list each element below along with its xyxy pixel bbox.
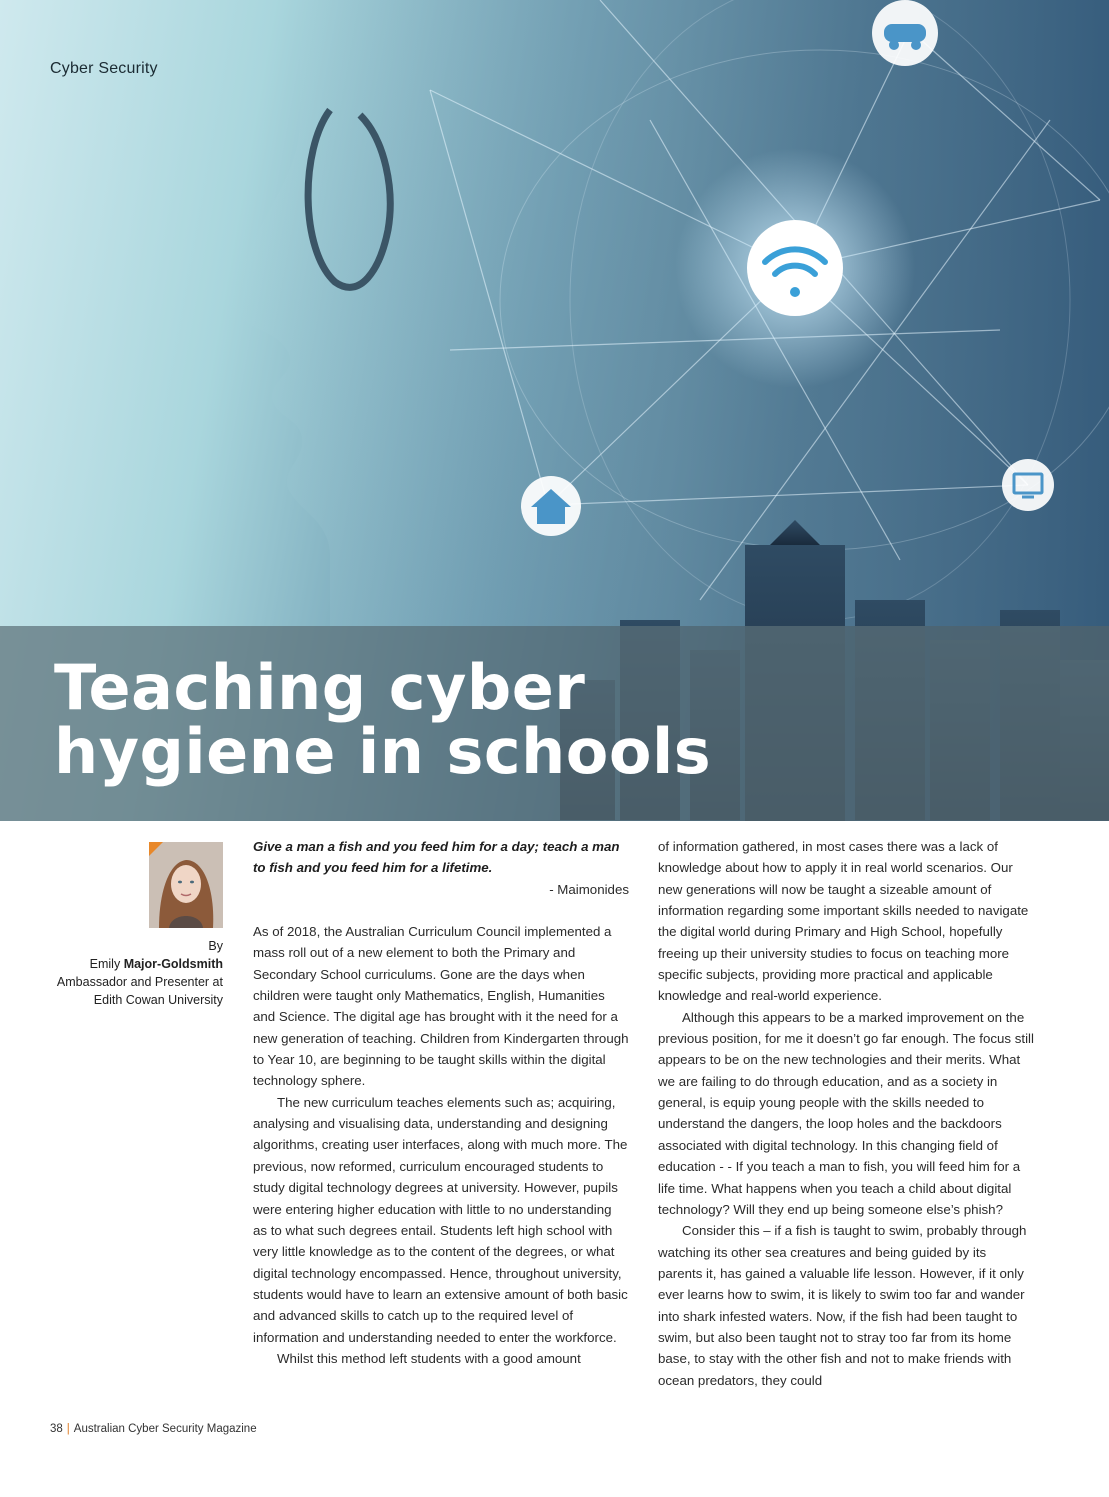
article-title [54,651,712,788]
body-paragraph-3-start: Whilst this method left students with a good amount [277,1350,581,1366]
publication-name: Australian Cyber Security Magazine [73,1423,257,1435]
author-role-2: Edith Cowan University [93,993,223,1007]
section-label: Cyber Security [50,60,158,77]
author-last-name: Major-Goldsmith [123,957,223,971]
author-role-1: Ambassador and Presenter at [56,975,223,989]
author-first-name: Emily [89,957,121,971]
body-column-1 [253,836,629,1369]
footer-separator: | [66,1423,70,1435]
pull-quote: Give a man a fish and you feed him for a day; teach a man to fish and you feed him for a lifetime. [253,839,620,876]
title-line-1: Teaching cyber [54,651,586,724]
body-paragraph-4: Although this appears to be a marked improvement on the previous position, for me it doesn’t go far enough. The focus still appears to be on the new technologies and their merits. What we are failing to do through education, and as a society in general, is equip young people with the skills needed to understand the dangers, the loop holes and the backdoors associated with digital technology. In this changing field of education - - If you teach a man to fish, you will feed him for a life time. What happens when you teach a child about digital technology? Will they end up being someone else’s phish? [658,1009,1034,1217]
author-photo [149,842,223,928]
title-line-2: hygiene in schools [54,715,712,788]
byline-author [40,955,223,973]
monitor-node [1002,459,1054,511]
body-column-2 [658,836,1034,1391]
byline-by: By [208,939,223,953]
page-footer [50,1423,257,1435]
quote-attribution: - Maimonides [549,881,629,897]
body-paragraph-2: The new curriculum teaches elements such as; acquiring, analysing and visualising data, understanding and designing algorithms, creating user interfaces, along with much more. The previous, now reformed, curriculum encouraged students to study digital technology degrees at university. However, pupils were entering higher education with little to no understanding as to what such degrees entail. Students left high school with very little knowledge as to the content of the degrees, or what digital technology encompassed. Hence, throughout university, students would have to learn an extensive amount of both basic and advanced skills to catch up to the required level of information and understanding needed to enter the workforce. [253,1094,628,1345]
face-silhouette [234,0,1109,626]
body-paragraph-3-cont: of information gathered, in most cases there was a lack of knowledge about how to apply it in real world scenarios. Our new generations will now be taught a sizeable amount of information regarding some important skills needed to navigate the digital world during Primary and High School, hopefully freeing up their university studies to focus on teaching more specific subjects, providing more practical and applicable knowledge and real-world experience. [658,839,1029,1004]
byline [40,937,223,1009]
body-paragraph-5: Consider this – if a fish is taught to swim, probably through watching its other sea creatures and being guided by its parents it, has gained a valuable life lesson. However, if it only ever learns how to swim, it is likely to swim too far and wander into shark infested waters. Now, if the fish had been taught to swim, but also been taught not to stray too far from its home base, to stay with the other fish and not to make friends with ocean predators, they could [658,1223,1027,1388]
body-paragraph-1: As of 2018, the Australian Curriculum Council implemented a mass roll out of a new element to both the Primary and Secondary School curriculums. Gone are the days when children were taught only Mathematics, English, Humanities and Science. The digital age has brought with it the need for a new generation of teaching. Children from Kindergarten through to Year 10, are beginning to be taught skills within the digital technology sphere. [253,924,629,1089]
page-number: 38 [50,1423,63,1435]
